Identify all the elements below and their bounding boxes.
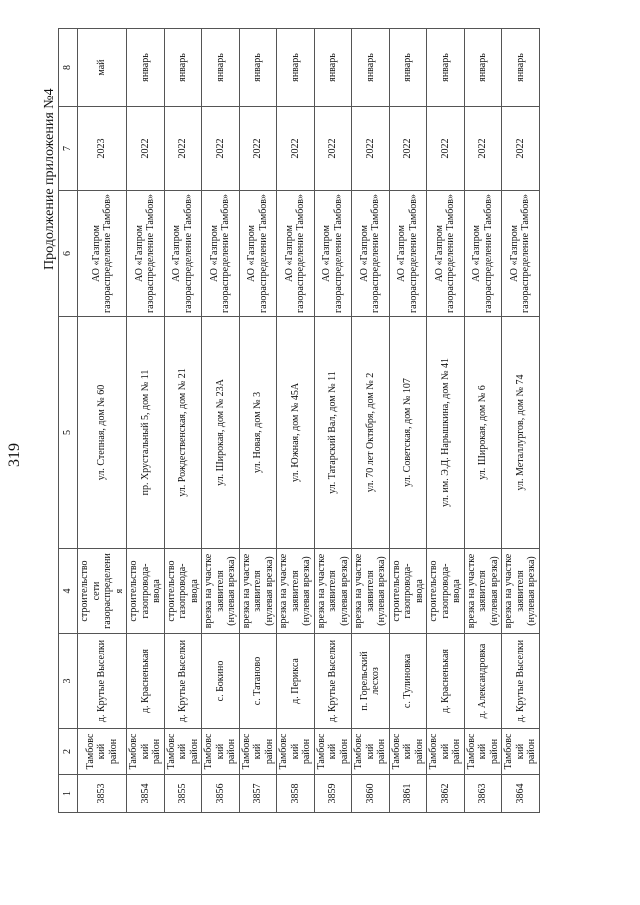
table-row: [164, 29, 202, 813]
table-cell: врезка на участке заявителя (нулевая врезка): [314, 549, 352, 634]
table-cell: Тамбовский район: [427, 729, 465, 775]
table-cell: ул. Рождественская, дом № 21: [164, 317, 202, 549]
table-cell: Тамбовский район: [464, 729, 502, 775]
table-cell: АО «Газпром газораспределение Тамбов»: [464, 191, 502, 317]
table-cell: 3858: [277, 775, 315, 813]
column-number-row: [59, 29, 78, 813]
table-cell: 2022: [164, 107, 202, 191]
table-row: [277, 29, 315, 813]
table-cell: Тамбовский район: [202, 729, 240, 775]
register-table: [58, 28, 540, 813]
table-cell: 3856: [202, 775, 240, 813]
table-cell: строительство газопровода-ввода: [389, 549, 427, 634]
table-cell: ул. Новая, дом № 3: [239, 317, 277, 549]
table-cell: врезка на участке заявителя (нулевая врезка): [277, 549, 315, 634]
table-row: [239, 29, 277, 813]
table-cell: 3864: [502, 775, 540, 813]
column-number-cell: 3: [59, 634, 78, 729]
table-cell: 3854: [127, 775, 165, 813]
table-cell: январь: [202, 29, 240, 107]
table-cell: 3859: [314, 775, 352, 813]
table-cell: с. Татаново: [239, 634, 277, 729]
table-cell: д. Александровка: [464, 634, 502, 729]
table-cell: 2022: [314, 107, 352, 191]
table-cell: врезка на участке заявителя (нулевая врезка): [502, 549, 540, 634]
table-cell: врезка на участке заявителя (нулевая врезка): [464, 549, 502, 634]
table-cell: 2022: [202, 107, 240, 191]
table-cell: Тамбовский район: [164, 729, 202, 775]
table-row: [202, 29, 240, 813]
table-cell: Тамбовский район: [78, 729, 127, 775]
table-row: [389, 29, 427, 813]
table-row: [502, 29, 540, 813]
table-row: [314, 29, 352, 813]
table-cell: пр. Хрустальный 5, дом № 11: [127, 317, 165, 549]
table-cell: ул. им. Э.Д. Нарышкина, дом № 41: [427, 317, 465, 549]
table-cell: с. Тулиновка: [389, 634, 427, 729]
table-cell: 2022: [427, 107, 465, 191]
table-cell: ул. Широкая, дом № 23А: [202, 317, 240, 549]
table-cell: Тамбовский район: [277, 729, 315, 775]
table-cell: 3861: [389, 775, 427, 813]
table-cell: январь: [352, 29, 390, 107]
table-row: [78, 29, 127, 813]
table-cell: врезка на участке заявителя (нулевая врезка): [239, 549, 277, 634]
table-cell: строительство газопровода-ввода: [427, 549, 465, 634]
table-cell: 2022: [389, 107, 427, 191]
column-number-cell: 4: [59, 549, 78, 634]
table-cell: январь: [389, 29, 427, 107]
table-cell: январь: [314, 29, 352, 107]
table-cell: врезка на участке заявителя (нулевая врезка): [352, 549, 390, 634]
column-number-cell: 1: [59, 775, 78, 813]
table-cell: Тамбовский район: [502, 729, 540, 775]
table-cell: Тамбовский район: [127, 729, 165, 775]
table-cell: 3853: [78, 775, 127, 813]
table-cell: 3863: [464, 775, 502, 813]
table-cell: ул. Южная, дом № 45А: [277, 317, 315, 549]
table-cell: д. Красненькая: [127, 634, 165, 729]
table-cell: строительство сети газораспределения: [78, 549, 127, 634]
table-cell: с. Бокино: [202, 634, 240, 729]
table-cell: д. Крутые Выселки: [164, 634, 202, 729]
table-cell: 2023: [78, 107, 127, 191]
appendix-continuation-note: Продолжение приложения №4: [42, 88, 57, 270]
table-cell: 2022: [277, 107, 315, 191]
table-cell: строительство газопровода-ввода: [127, 549, 165, 634]
table-cell: д. Красненькая: [427, 634, 465, 729]
table-cell: январь: [239, 29, 277, 107]
table-cell: Тамбовский район: [389, 729, 427, 775]
table-cell: АО «Газпром газораспределение Тамбов»: [427, 191, 465, 317]
table-cell: май: [78, 29, 127, 107]
table-cell: 3857: [239, 775, 277, 813]
table-cell: АО «Газпром газораспределение Тамбов»: [127, 191, 165, 317]
table-cell: январь: [427, 29, 465, 107]
table-cell: д. Крутые Выселки: [314, 634, 352, 729]
table-cell: АО «Газпром газораспределение Тамбов»: [239, 191, 277, 317]
table-cell: 3855: [164, 775, 202, 813]
table-cell: январь: [127, 29, 165, 107]
table-cell: ул. Советская, дом № 107: [389, 317, 427, 549]
table-cell: Тамбовский район: [314, 729, 352, 775]
table-cell: АО «Газпром газораспределение Тамбов»: [314, 191, 352, 317]
table-cell: д. Перикса: [277, 634, 315, 729]
table-cell: Тамбовский район: [239, 729, 277, 775]
table-row: [127, 29, 165, 813]
table-cell: ул. Широкая, дом № 6: [464, 317, 502, 549]
table-cell: 2022: [352, 107, 390, 191]
table-cell: ул. Степная, дом № 60: [78, 317, 127, 549]
table-cell: 2022: [502, 107, 540, 191]
table-cell: АО «Газпром газораспределение Тамбов»: [202, 191, 240, 317]
table-cell: АО «Газпром газораспределение Тамбов»: [164, 191, 202, 317]
table-cell: АО «Газпром газораспределение Тамбов»: [352, 191, 390, 317]
column-number-cell: 5: [59, 317, 78, 549]
table-row: [352, 29, 390, 813]
column-number-cell: 8: [59, 29, 78, 107]
table-cell: ул. Татарский Вал, дом № 11: [314, 317, 352, 549]
page-number: 319: [6, 443, 23, 467]
table-row: [427, 29, 465, 813]
table-cell: 3862: [427, 775, 465, 813]
table-cell: врезка на участке заявителя (нулевая врезка): [202, 549, 240, 634]
table-cell: Тамбовский район: [352, 729, 390, 775]
table-cell: январь: [502, 29, 540, 107]
column-number-cell: 2: [59, 729, 78, 775]
table-cell: АО «Газпром газораспределение Тамбов»: [502, 191, 540, 317]
table-cell: январь: [464, 29, 502, 107]
table-cell: 3860: [352, 775, 390, 813]
table-cell: январь: [277, 29, 315, 107]
table-cell: январь: [164, 29, 202, 107]
table-cell: строительство газопровода-ввода: [164, 549, 202, 634]
table-cell: 2022: [464, 107, 502, 191]
table-cell: 2022: [127, 107, 165, 191]
table-cell: 2022: [239, 107, 277, 191]
table-cell: д. Крутые Выселки: [502, 634, 540, 729]
table-cell: ул. 70 лет Октября, дом № 2: [352, 317, 390, 549]
table-cell: д. Крутые Выселки: [78, 634, 127, 729]
table-cell: ул. Металлургов, дом № 74: [502, 317, 540, 549]
table-cell: АО «Газпром газораспределение Тамбов»: [389, 191, 427, 317]
column-number-cell: 7: [59, 107, 78, 191]
column-number-cell: 6: [59, 191, 78, 317]
table-cell: п. Горельский лесхоз: [352, 634, 390, 729]
table-row: [464, 29, 502, 813]
table-cell: АО «Газпром газораспределение Тамбов»: [78, 191, 127, 317]
table-cell: АО «Газпром газораспределение Тамбов»: [277, 191, 315, 317]
